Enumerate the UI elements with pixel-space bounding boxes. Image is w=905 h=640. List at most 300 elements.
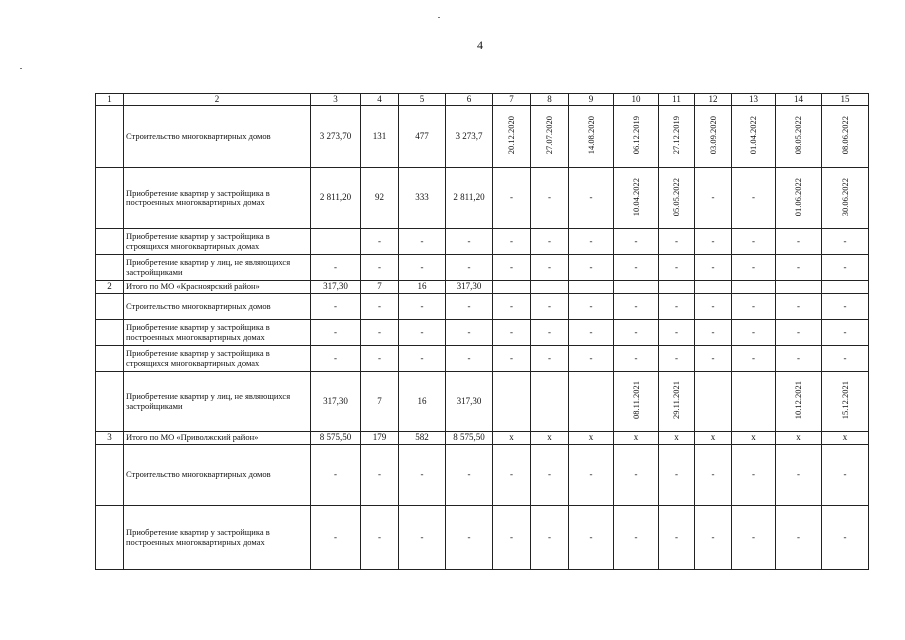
date-cell — [822, 320, 869, 346]
empty-marker: - — [711, 192, 715, 203]
row-name-cell: Строительство многоквартирных домов — [124, 294, 311, 320]
area-total-cell: 317,30 — [446, 281, 493, 294]
families-cell: - — [361, 445, 399, 506]
date-value: 27.07.2020 — [544, 116, 555, 155]
column-header: 13 — [732, 94, 776, 106]
empty-marker: - — [548, 300, 551, 311]
empty-marker: - — [752, 235, 755, 246]
empty-marker: - — [548, 235, 551, 246]
date-cell — [732, 168, 776, 229]
persons-cell: 16 — [399, 281, 446, 294]
date-cell — [569, 229, 614, 255]
column-header: 10 — [614, 94, 659, 106]
empty-marker: x — [547, 432, 552, 443]
date-value: 06.12.2019 — [630, 116, 641, 155]
date-cell — [776, 168, 822, 229]
empty-marker: - — [752, 192, 755, 203]
date-cell — [659, 445, 695, 506]
row-name-cell: Приобретение квартир у застройщика в строящихся многоквартирных домах — [124, 229, 311, 255]
header-row — [96, 94, 869, 106]
date-cell — [822, 346, 869, 372]
date-cell — [493, 168, 531, 229]
area-total-cell: - — [446, 320, 493, 346]
table-row — [96, 294, 869, 320]
date-cell — [659, 372, 695, 432]
empty-marker: x — [509, 432, 514, 443]
date-cell — [531, 445, 569, 506]
empty-marker: - — [510, 235, 513, 246]
date-value: 14.08.2020 — [585, 116, 596, 155]
date-cell — [732, 281, 776, 294]
date-cell — [531, 320, 569, 346]
table-row — [96, 346, 869, 372]
area-cell: 2 811,20 — [311, 168, 361, 229]
empty-marker: - — [711, 235, 715, 246]
date-cell — [614, 432, 659, 445]
empty-marker: - — [752, 300, 755, 311]
table-row — [96, 506, 869, 570]
column-header: 1 — [96, 94, 124, 106]
empty-marker: - — [843, 326, 847, 337]
date-value: 08.06.2022 — [839, 116, 850, 155]
table-row — [96, 281, 869, 294]
area-total-cell: - — [446, 255, 493, 281]
date-cell — [822, 506, 869, 570]
date-cell — [822, 294, 869, 320]
row-number-cell — [96, 506, 124, 570]
row-number-cell — [96, 229, 124, 255]
date-cell — [776, 294, 822, 320]
empty-marker: - — [711, 531, 715, 542]
date-cell — [531, 506, 569, 570]
date-cell — [531, 294, 569, 320]
table-row — [96, 168, 869, 229]
area-total-cell: 317,30 — [446, 372, 493, 432]
date-cell — [732, 346, 776, 372]
empty-marker: - — [510, 352, 513, 363]
date-cell — [531, 432, 569, 445]
date-cell — [822, 445, 869, 506]
date-cell — [614, 281, 659, 294]
empty-marker: - — [589, 300, 593, 311]
date-cell — [776, 432, 822, 445]
date-cell — [659, 281, 695, 294]
date-cell — [695, 372, 732, 432]
empty-marker: - — [843, 531, 847, 542]
date-cell — [569, 106, 614, 168]
empty-marker: - — [843, 352, 847, 363]
empty-marker: - — [634, 352, 638, 363]
empty-marker: x — [796, 432, 801, 443]
page-number: 4 — [477, 38, 483, 52]
empty-marker: - — [843, 261, 847, 272]
empty-marker: - — [797, 300, 800, 311]
date-cell — [569, 320, 614, 346]
row-number-cell: 2 — [96, 281, 124, 294]
date-cell — [695, 346, 732, 372]
date-value: 27.12.2019 — [671, 116, 682, 155]
empty-marker: x — [842, 432, 848, 443]
date-cell — [695, 432, 732, 445]
row-name-cell: Итого по МО «Приволжский район» — [124, 432, 311, 445]
empty-marker: - — [589, 235, 593, 246]
area-total-cell: - — [446, 506, 493, 570]
column-header: 12 — [695, 94, 732, 106]
empty-marker: - — [589, 192, 593, 203]
date-value: 20.12.2020 — [506, 116, 517, 155]
date-cell — [569, 346, 614, 372]
empty-marker: x — [588, 432, 594, 443]
area-cell: - — [311, 255, 361, 281]
empty-marker: - — [634, 235, 638, 246]
date-value: 05.05.2022 — [671, 177, 682, 216]
persons-cell: 16 — [399, 372, 446, 432]
row-number-cell — [96, 445, 124, 506]
empty-marker: - — [752, 531, 755, 542]
date-cell — [822, 229, 869, 255]
empty-marker: - — [752, 352, 755, 363]
empty-marker: - — [548, 352, 551, 363]
row-name-cell: Приобретение квартир у застройщика в построенных многоквартирных домах — [124, 506, 311, 570]
empty-marker: - — [510, 326, 513, 337]
date-cell — [695, 506, 732, 570]
date-value: 01.06.2022 — [793, 177, 804, 216]
date-cell — [822, 255, 869, 281]
date-cell — [695, 255, 732, 281]
row-number-cell — [96, 168, 124, 229]
date-cell — [822, 372, 869, 432]
date-cell — [614, 346, 659, 372]
column-header: 11 — [659, 94, 695, 106]
area-total-cell: 3 273,7 — [446, 106, 493, 168]
date-cell — [776, 346, 822, 372]
area-total-cell: - — [446, 346, 493, 372]
area-total-cell: - — [446, 229, 493, 255]
date-value: 10.12.2021 — [793, 381, 804, 420]
empty-marker: - — [711, 326, 715, 337]
empty-marker: - — [675, 326, 678, 337]
empty-marker: - — [675, 531, 678, 542]
date-cell — [732, 432, 776, 445]
row-name-cell: Итого по МО «Краснoярский район» — [124, 281, 311, 294]
empty-marker: - — [634, 261, 638, 272]
column-header: 4 — [361, 94, 399, 106]
empty-marker: x — [674, 432, 679, 443]
date-value: 15.12.2021 — [839, 381, 850, 420]
empty-marker: - — [797, 235, 800, 246]
date-cell — [531, 229, 569, 255]
date-cell — [695, 229, 732, 255]
date-cell — [822, 106, 869, 168]
table-row — [96, 106, 869, 168]
area-cell — [311, 229, 361, 255]
date-cell — [732, 106, 776, 168]
column-header: 14 — [776, 94, 822, 106]
column-header: 3 — [311, 94, 361, 106]
row-name-cell: Приобретение квартир у застройщика в построенных многоквартирных домах — [124, 168, 311, 229]
empty-marker: - — [510, 192, 513, 203]
families-cell: 7 — [361, 372, 399, 432]
table-body — [96, 94, 869, 570]
row-name-cell: Приобретение квартир у лиц, не являющихся застройщиками — [124, 372, 311, 432]
date-cell — [776, 506, 822, 570]
date-cell — [659, 294, 695, 320]
empty-marker: - — [548, 469, 551, 480]
area-cell: 3 273,70 — [311, 106, 361, 168]
empty-marker: - — [510, 261, 513, 272]
date-cell — [569, 294, 614, 320]
empty-marker: - — [589, 469, 593, 480]
empty-marker: - — [510, 469, 513, 480]
empty-marker: - — [752, 326, 755, 337]
date-cell — [614, 320, 659, 346]
date-cell — [732, 255, 776, 281]
persons-cell: - — [399, 229, 446, 255]
date-cell — [493, 346, 531, 372]
persons-cell: 477 — [399, 106, 446, 168]
empty-marker: - — [675, 352, 678, 363]
empty-marker: - — [675, 261, 678, 272]
date-cell — [614, 372, 659, 432]
date-cell — [614, 445, 659, 506]
date-value: 01.04.2022 — [748, 116, 759, 155]
persons-cell: - — [399, 346, 446, 372]
date-cell — [493, 255, 531, 281]
scan-mark — [20, 68, 22, 69]
empty-marker: - — [548, 261, 551, 272]
empty-marker: - — [797, 469, 800, 480]
date-value: 29.11.2021 — [671, 381, 682, 420]
empty-marker: - — [634, 300, 638, 311]
date-cell — [614, 506, 659, 570]
date-cell — [493, 372, 531, 432]
date-cell — [659, 168, 695, 229]
families-cell: - — [361, 320, 399, 346]
table-row — [96, 320, 869, 346]
empty-marker: - — [510, 531, 513, 542]
date-cell — [776, 255, 822, 281]
empty-marker: - — [548, 326, 551, 337]
date-value: 08.05.2022 — [793, 116, 804, 155]
date-cell — [822, 281, 869, 294]
date-cell — [493, 294, 531, 320]
families-cell: 92 — [361, 168, 399, 229]
empty-marker: x — [633, 432, 639, 443]
date-value: 08.11.2021 — [630, 381, 641, 420]
area-cell: - — [311, 506, 361, 570]
date-value: 10.04.2022 — [630, 177, 641, 216]
empty-marker: - — [510, 300, 513, 311]
date-cell — [659, 106, 695, 168]
area-cell: 8 575,50 — [311, 432, 361, 445]
date-cell — [659, 320, 695, 346]
date-cell — [493, 445, 531, 506]
date-cell — [569, 255, 614, 281]
date-cell — [569, 168, 614, 229]
date-cell — [659, 255, 695, 281]
families-cell: - — [361, 294, 399, 320]
persons-cell: - — [399, 506, 446, 570]
empty-marker: - — [589, 352, 593, 363]
date-cell — [695, 168, 732, 229]
area-total-cell: 2 811,20 — [446, 168, 493, 229]
date-cell — [776, 281, 822, 294]
empty-marker: - — [843, 469, 847, 480]
date-cell — [776, 445, 822, 506]
persons-cell: 582 — [399, 432, 446, 445]
persons-cell: - — [399, 445, 446, 506]
date-cell — [776, 320, 822, 346]
date-cell — [695, 320, 732, 346]
row-name-cell: Приобретение квартир у застройщика в построенных многоквартирных домах — [124, 320, 311, 346]
date-cell — [732, 294, 776, 320]
table-row — [96, 229, 869, 255]
date-cell — [776, 229, 822, 255]
persons-cell: 333 — [399, 168, 446, 229]
column-header: 2 — [124, 94, 311, 106]
empty-marker: - — [711, 261, 715, 272]
date-cell — [493, 320, 531, 346]
date-cell — [695, 281, 732, 294]
persons-cell: - — [399, 320, 446, 346]
row-number-cell: 3 — [96, 432, 124, 445]
empty-marker: - — [634, 326, 638, 337]
column-header: 15 — [822, 94, 869, 106]
empty-marker: - — [797, 326, 800, 337]
empty-marker: - — [634, 531, 638, 542]
row-number-cell — [96, 346, 124, 372]
row-name-cell: Приобретение квартир у лиц, не являющихся застройщиками — [124, 255, 311, 281]
date-cell — [531, 346, 569, 372]
families-cell: 131 — [361, 106, 399, 168]
empty-marker: - — [843, 300, 847, 311]
families-cell: - — [361, 346, 399, 372]
area-cell: - — [311, 346, 361, 372]
date-cell — [493, 506, 531, 570]
date-cell — [732, 320, 776, 346]
table-row — [96, 372, 869, 432]
date-cell — [569, 445, 614, 506]
date-cell — [659, 346, 695, 372]
families-cell: - — [361, 506, 399, 570]
empty-marker: - — [675, 300, 678, 311]
date-cell — [732, 506, 776, 570]
empty-marker: - — [589, 531, 593, 542]
families-cell: 179 — [361, 432, 399, 445]
date-cell — [614, 255, 659, 281]
date-cell — [493, 432, 531, 445]
date-cell — [732, 229, 776, 255]
empty-marker: - — [675, 469, 678, 480]
empty-marker: - — [675, 235, 678, 246]
area-cell: 317,30 — [311, 372, 361, 432]
date-cell — [695, 445, 732, 506]
date-cell — [531, 281, 569, 294]
date-value: 03.09.2020 — [707, 116, 718, 155]
date-cell — [695, 294, 732, 320]
table-row — [96, 255, 869, 281]
empty-marker: - — [548, 192, 551, 203]
date-cell — [531, 255, 569, 281]
empty-marker: - — [797, 352, 800, 363]
date-cell — [614, 106, 659, 168]
empty-marker: - — [752, 469, 755, 480]
date-cell — [776, 106, 822, 168]
empty-marker: - — [797, 531, 800, 542]
register-table — [95, 93, 869, 570]
date-cell — [695, 106, 732, 168]
row-number-cell — [96, 320, 124, 346]
empty-marker: - — [548, 531, 551, 542]
families-cell: 7 — [361, 281, 399, 294]
area-total-cell: - — [446, 294, 493, 320]
date-cell — [732, 372, 776, 432]
row-number-cell — [96, 106, 124, 168]
row-name-cell: Строительство многоквартирных домов — [124, 106, 311, 168]
persons-cell: - — [399, 294, 446, 320]
date-cell — [659, 432, 695, 445]
table-row — [96, 445, 869, 506]
table-row — [96, 432, 869, 445]
date-cell — [531, 168, 569, 229]
empty-marker: - — [797, 261, 800, 272]
area-cell: 317,30 — [311, 281, 361, 294]
empty-marker: - — [711, 352, 715, 363]
row-number-cell — [96, 255, 124, 281]
column-header: 8 — [531, 94, 569, 106]
date-cell — [569, 432, 614, 445]
date-cell — [732, 445, 776, 506]
column-header: 6 — [446, 94, 493, 106]
empty-marker: - — [711, 300, 715, 311]
empty-marker: x — [710, 432, 716, 443]
families-cell: - — [361, 229, 399, 255]
date-cell — [659, 229, 695, 255]
empty-marker: - — [589, 326, 593, 337]
date-cell — [614, 229, 659, 255]
area-cell: - — [311, 320, 361, 346]
row-name-cell: Приобретение квартир у застройщика в строящихся многоквартирных домах — [124, 346, 311, 372]
empty-marker: - — [589, 261, 593, 272]
date-cell — [614, 168, 659, 229]
column-header: 9 — [569, 94, 614, 106]
date-cell — [531, 106, 569, 168]
empty-marker: - — [634, 469, 638, 480]
empty-marker: x — [751, 432, 756, 443]
row-name-cell: Строительство многоквартирных домов — [124, 445, 311, 506]
date-cell — [614, 294, 659, 320]
area-total-cell: 8 575,50 — [446, 432, 493, 445]
area-cell: - — [311, 445, 361, 506]
area-total-cell: - — [446, 445, 493, 506]
column-header: 5 — [399, 94, 446, 106]
row-number-cell — [96, 372, 124, 432]
date-cell — [493, 281, 531, 294]
area-cell: - — [311, 294, 361, 320]
date-cell — [569, 506, 614, 570]
date-cell — [822, 168, 869, 229]
persons-cell: - — [399, 255, 446, 281]
date-cell — [569, 281, 614, 294]
date-cell — [531, 372, 569, 432]
families-cell: - — [361, 255, 399, 281]
date-cell — [776, 372, 822, 432]
date-cell — [493, 106, 531, 168]
date-cell — [659, 506, 695, 570]
date-cell — [822, 432, 869, 445]
date-value: 30.06.2022 — [839, 177, 850, 216]
date-cell — [493, 229, 531, 255]
